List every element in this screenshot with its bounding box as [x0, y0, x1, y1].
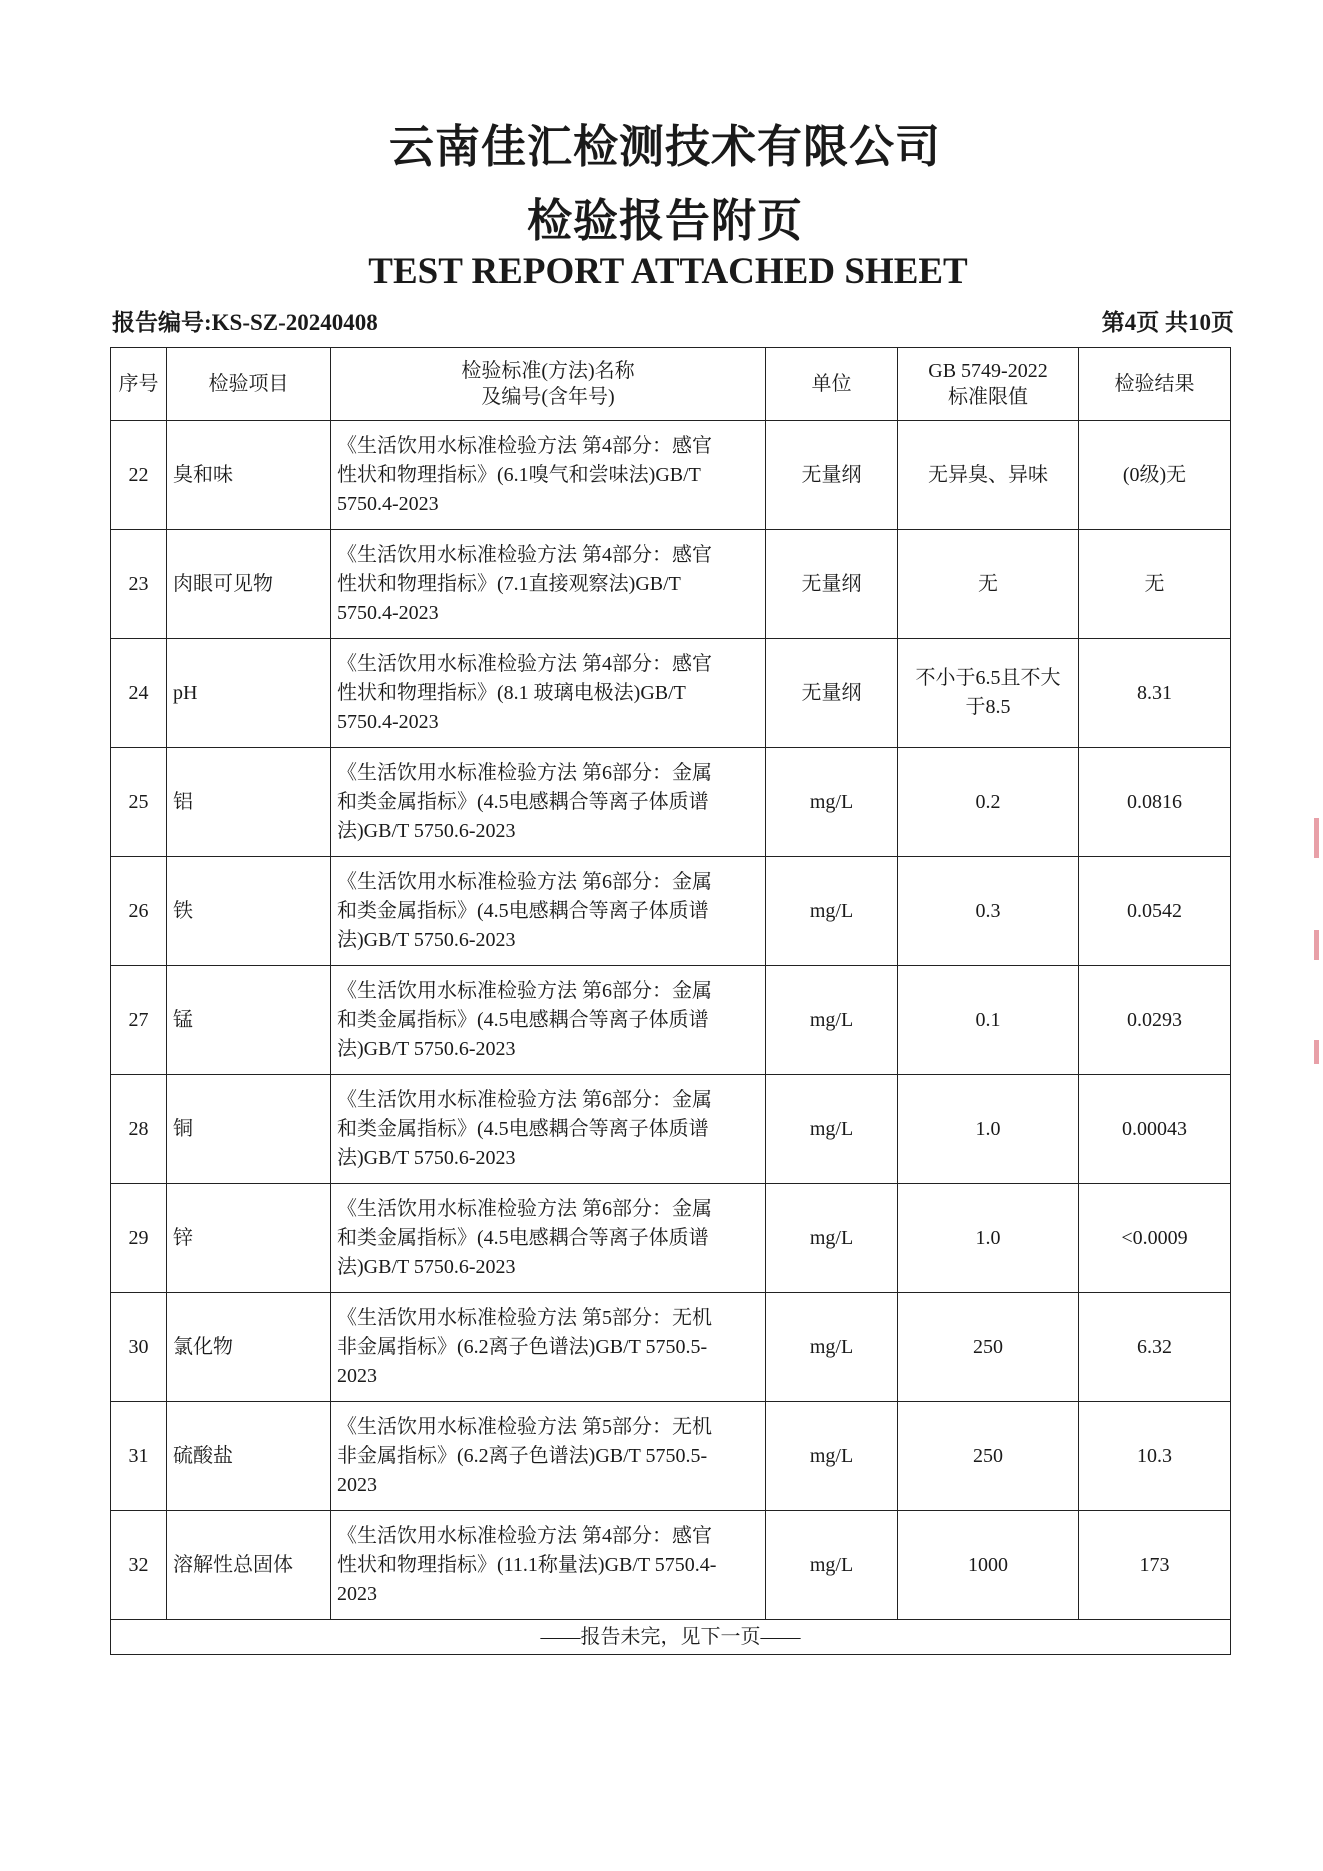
row-limit-line1: 0.2: [975, 790, 1001, 813]
row-limit-line1: 250: [973, 1335, 1003, 1358]
row-method-line3: 2023: [337, 1582, 377, 1605]
row-method: [331, 966, 766, 1075]
table-row: [111, 639, 1231, 748]
row-unit: mg/L: [766, 1402, 898, 1511]
header-unit: 单位: [766, 348, 898, 421]
row-limit: [898, 1402, 1079, 1511]
row-method-line2: 非金属指标》(6.2离子色谱法)GB/T 5750.5-: [337, 1444, 708, 1467]
row-limit-line1: 不小于6.5且不大: [915, 667, 1061, 689]
row-limit: [898, 1511, 1079, 1620]
row-limit: [898, 748, 1079, 857]
row-unit: mg/L: [766, 1293, 898, 1402]
row-method: [331, 1075, 766, 1184]
row-seq: 29: [111, 1184, 167, 1293]
row-result: 6.32: [1079, 1293, 1231, 1402]
row-unit: 无量纲: [766, 421, 898, 530]
table-row: [111, 421, 1231, 530]
row-item: 肉眼可见物: [167, 530, 331, 639]
row-method-line3: 5750.4-2023: [337, 601, 439, 624]
row-method-line2: 性状和物理指标》(6.1嗅气和尝味法)GB/T: [337, 463, 701, 486]
row-limit-line1: 1.0: [975, 1226, 1001, 1249]
table-row: [111, 530, 1231, 639]
row-limit: [898, 530, 1079, 639]
table-row: [111, 1402, 1231, 1511]
row-method-line3: 2023: [337, 1364, 377, 1387]
row-method: [331, 1184, 766, 1293]
page-indicator: 第4页 共10页: [1101, 310, 1234, 335]
footer-row: [111, 1620, 1231, 1655]
row-method-line1: 《生活饮用水标准检验方法 第6部分：金属: [337, 761, 712, 784]
row-method: [331, 530, 766, 639]
row-unit: mg/L: [766, 748, 898, 857]
row-limit-line1: 1.0: [975, 1117, 1001, 1140]
row-limit: [898, 1293, 1079, 1402]
edge-seal-mark: [1314, 818, 1319, 858]
row-item: 铝: [167, 748, 331, 857]
row-method-line2: 性状和物理指标》(7.1直接观察法)GB/T: [337, 572, 681, 595]
row-seq: 30: [111, 1293, 167, 1402]
row-item: 硫酸盐: [167, 1402, 331, 1511]
row-limit: [898, 857, 1079, 966]
row-method-line1: 《生活饮用水标准检验方法 第6部分：金属: [337, 979, 712, 1002]
row-limit-line1: 1000: [968, 1553, 1008, 1576]
header-limit-line2: 标准限值: [948, 386, 1028, 408]
header-result: 检验结果: [1079, 348, 1231, 421]
row-method-line3: 法)GB/T 5750.6-2023: [337, 1146, 516, 1169]
row-method-line3: 5750.4-2023: [337, 710, 439, 733]
row-seq: 25: [111, 748, 167, 857]
header-method: [331, 348, 766, 421]
row-item: 锌: [167, 1184, 331, 1293]
row-limit: [898, 1075, 1079, 1184]
row-unit: 无量纲: [766, 530, 898, 639]
row-method: [331, 639, 766, 748]
row-seq: 26: [111, 857, 167, 966]
table-row: [111, 1293, 1231, 1402]
row-item: 臭和味: [167, 421, 331, 530]
row-method-line1: 《生活饮用水标准检验方法 第5部分：无机: [337, 1415, 712, 1438]
row-method-line1: 《生活饮用水标准检验方法 第4部分：感官: [337, 434, 712, 457]
row-unit: mg/L: [766, 966, 898, 1075]
table-row: [111, 1511, 1231, 1620]
row-item: 铜: [167, 1075, 331, 1184]
row-method: [331, 1293, 766, 1402]
table-row: [111, 857, 1231, 966]
row-seq: 31: [111, 1402, 167, 1511]
row-seq: 27: [111, 966, 167, 1075]
row-method-line1: 《生活饮用水标准检验方法 第6部分：金属: [337, 870, 712, 893]
row-result: 10.3: [1079, 1402, 1231, 1511]
row-unit: mg/L: [766, 857, 898, 966]
header-method-line2: 及编号(含年号): [481, 386, 615, 408]
row-unit: mg/L: [766, 1075, 898, 1184]
row-method-line2: 和类金属指标》(4.5电感耦合等离子体质谱: [337, 1008, 709, 1031]
table-row: [111, 966, 1231, 1075]
row-method-line2: 性状和物理指标》(11.1称量法)GB/T 5750.4-: [337, 1553, 717, 1576]
row-result: 0.0542: [1079, 857, 1231, 966]
header-seq: 序号: [111, 348, 167, 421]
header-limit: [898, 348, 1079, 421]
company-name: 云南佳汇检测技术有限公司: [388, 120, 941, 173]
row-method-line1: 《生活饮用水标准检验方法 第4部分：感官: [337, 1524, 712, 1547]
test-results-table: [110, 347, 1231, 1655]
row-seq: 24: [111, 639, 167, 748]
report-title-en: TEST REPORT ATTACHED SHEET: [368, 251, 968, 292]
row-method-line3: 2023: [337, 1473, 377, 1496]
header-limit-line1: GB 5749-2022: [928, 360, 1048, 382]
row-result: <0.0009: [1079, 1184, 1231, 1293]
row-limit-line1: 0.1: [975, 1008, 1001, 1031]
row-method-line2: 和类金属指标》(4.5电感耦合等离子体质谱: [337, 1117, 709, 1140]
header-item: 检验项目: [167, 348, 331, 421]
row-limit-line1: 无异臭、异味: [928, 463, 1048, 486]
row-method-line2: 和类金属指标》(4.5电感耦合等离子体质谱: [337, 790, 709, 813]
row-item: 铁: [167, 857, 331, 966]
row-method-line2: 非金属指标》(6.2离子色谱法)GB/T 5750.5-: [337, 1335, 708, 1358]
row-seq: 28: [111, 1075, 167, 1184]
row-result: 8.31: [1079, 639, 1231, 748]
row-method: [331, 748, 766, 857]
report-number: 报告编号:KS-SZ-20240408: [112, 310, 378, 335]
row-method-line2: 性状和物理指标》(8.1 玻璃电极法)GB/T: [337, 681, 686, 704]
row-seq: 23: [111, 530, 167, 639]
row-method: [331, 1402, 766, 1511]
row-method-line1: 《生活饮用水标准检验方法 第6部分：金属: [337, 1197, 712, 1220]
footer-note: ——报告未完，见下一页——: [111, 1620, 1231, 1655]
row-limit-line1: 无: [978, 572, 998, 595]
row-method: [331, 857, 766, 966]
row-method-line2: 和类金属指标》(4.5电感耦合等离子体质谱: [337, 1226, 709, 1249]
table-header-row: [111, 348, 1231, 421]
header-method-line1: 检验标准(方法)名称: [461, 360, 635, 382]
row-method-line1: 《生活饮用水标准检验方法 第4部分：感官: [337, 543, 712, 566]
row-item: 氯化物: [167, 1293, 331, 1402]
row-limit-line1: 0.3: [975, 899, 1001, 922]
row-seq: 22: [111, 421, 167, 530]
table-row: [111, 748, 1231, 857]
row-unit: mg/L: [766, 1184, 898, 1293]
row-method-line2: 和类金属指标》(4.5电感耦合等离子体质谱: [337, 899, 709, 922]
row-item: pH: [167, 639, 331, 748]
row-result: (0级)无: [1079, 421, 1231, 530]
row-unit: 无量纲: [766, 639, 898, 748]
row-method: [331, 421, 766, 530]
table-row: [111, 1075, 1231, 1184]
row-unit: mg/L: [766, 1511, 898, 1620]
row-method-line3: 法)GB/T 5750.6-2023: [337, 1255, 516, 1278]
row-seq: 32: [111, 1511, 167, 1620]
row-method-line3: 5750.4-2023: [337, 492, 439, 515]
row-item: 锰: [167, 966, 331, 1075]
edge-seal-mark: [1314, 1040, 1319, 1064]
row-method: [331, 1511, 766, 1620]
row-method-line1: 《生活饮用水标准检验方法 第5部分：无机: [337, 1306, 712, 1329]
edge-seal-mark: [1314, 930, 1319, 960]
row-limit: [898, 966, 1079, 1075]
row-result: 无: [1079, 530, 1231, 639]
row-result: 0.0293: [1079, 966, 1231, 1075]
row-method-line3: 法)GB/T 5750.6-2023: [337, 819, 516, 842]
row-result: 0.00043: [1079, 1075, 1231, 1184]
table-row: [111, 1184, 1231, 1293]
row-method-line1: 《生活饮用水标准检验方法 第6部分：金属: [337, 1088, 712, 1111]
row-method-line3: 法)GB/T 5750.6-2023: [337, 928, 516, 951]
row-result: 173: [1079, 1511, 1231, 1620]
row-method-line1: 《生活饮用水标准检验方法 第4部分：感官: [337, 652, 712, 675]
row-limit: [898, 1184, 1079, 1293]
row-item: 溶解性总固体: [167, 1511, 331, 1620]
row-limit-line2: 于8.5: [965, 696, 1011, 718]
row-result: 0.0816: [1079, 748, 1231, 857]
row-limit: [898, 421, 1079, 530]
row-method-line3: 法)GB/T 5750.6-2023: [337, 1037, 516, 1060]
row-limit: [898, 639, 1079, 748]
report-subtitle: 检验报告附页: [526, 194, 803, 247]
row-limit-line1: 250: [973, 1444, 1003, 1467]
